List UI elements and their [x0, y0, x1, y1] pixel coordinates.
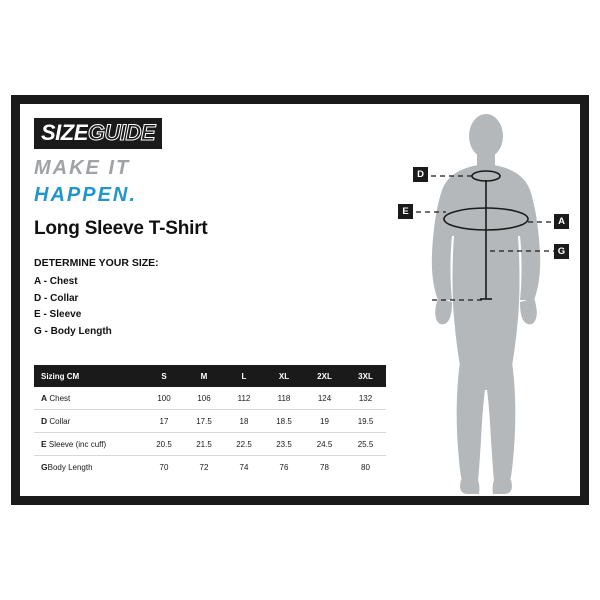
cell-chest-2xl: 124	[304, 387, 345, 410]
row-key-g: G	[41, 462, 48, 472]
left-column	[34, 118, 386, 343]
cell-collar-l: 18	[224, 410, 264, 433]
key-item-collar: D - Collar	[34, 292, 79, 304]
cell-collar-xl: 18.5	[264, 410, 304, 433]
page-title: Long Sleeve T-Shirt	[34, 218, 208, 239]
cell-collar-2xl: 19	[304, 410, 345, 433]
cell-chest-l: 112	[224, 387, 264, 410]
cell-chest-m: 106	[184, 387, 224, 410]
table-row	[34, 387, 386, 410]
poster-inner	[20, 104, 580, 496]
cell-body-length-l: 74	[239, 462, 249, 472]
table-header-m: M	[184, 365, 224, 387]
determine-size-heading: DETERMINE YOUR SIZE:	[34, 257, 159, 269]
row-name-body-length: Body Length	[47, 463, 93, 472]
marker-d: D	[413, 167, 428, 182]
row-name-sleeve: Sleeve (inc cuff)	[48, 440, 107, 449]
cell-sleeve-m: 21.5	[184, 433, 224, 456]
tagline-line-2: HAPPEN.	[34, 184, 137, 206]
cell-collar-3xl: 19.5	[345, 410, 386, 433]
row-label-sleeve	[34, 433, 144, 456]
table-row	[34, 410, 386, 433]
cell-sleeve-s: 20.5	[144, 433, 184, 456]
table-header-sizing-cm: Sizing CM	[34, 365, 144, 387]
cell-sleeve-l: 22.5	[224, 433, 264, 456]
logo-text-guide: GUIDE	[87, 120, 156, 145]
row-label-collar	[34, 410, 144, 433]
poster-frame	[11, 95, 589, 505]
size-guide-logo	[34, 118, 162, 149]
key-item-body-length: G - Body Length	[34, 325, 112, 337]
cell-sleeve-xl: 23.5	[264, 433, 304, 456]
cell-body-length-2xl: 78	[320, 462, 329, 472]
measurement-key-list	[34, 277, 386, 337]
cell-collar-m: 17.5	[184, 410, 224, 433]
row-label-chest	[34, 387, 144, 410]
cell-body-length-xl: 76	[279, 462, 289, 472]
cell-chest-3xl: 132	[345, 387, 386, 410]
table-row	[34, 433, 386, 456]
table-header-xl: XL	[264, 365, 304, 387]
row-key-e: E	[41, 439, 47, 449]
cell-chest-s: 100	[144, 387, 184, 410]
cell-sleeve-3xl: 25.5	[345, 433, 386, 456]
row-key-d: D	[41, 416, 48, 426]
marker-a: A	[554, 214, 569, 229]
cell-body-length-3xl: 80	[361, 462, 370, 472]
key-item-sleeve: E - Sleeve	[34, 309, 82, 320]
cell-body-length-m: 72	[199, 462, 209, 472]
table-row	[34, 456, 386, 479]
row-key-a: A	[41, 393, 48, 403]
marker-g: G	[554, 244, 569, 259]
row-name-chest: Chest	[49, 394, 71, 403]
table-header-row	[34, 365, 386, 387]
row-label-body-length	[34, 456, 144, 479]
tagline-line-1: MAKE IT	[34, 157, 131, 179]
table-header-3xl: 3XL	[345, 365, 386, 387]
row-name-collar: Collar	[49, 417, 71, 426]
table-header-l: L	[224, 365, 264, 387]
cell-chest-xl: 118	[264, 387, 304, 410]
body-silhouette-icon	[386, 104, 580, 496]
key-item-chest: A - Chest	[34, 276, 78, 287]
sizing-table	[34, 365, 386, 478]
cell-collar-s: 17	[144, 410, 184, 433]
cell-body-length-s: 70	[159, 462, 169, 472]
logo-text-size: SIZE	[41, 120, 88, 145]
table-header-2xl: 2XL	[304, 365, 345, 387]
measurement-diagram	[386, 104, 580, 496]
table-header-s: S	[144, 365, 184, 387]
marker-e: E	[398, 204, 413, 219]
cell-sleeve-2xl: 24.5	[304, 433, 345, 456]
